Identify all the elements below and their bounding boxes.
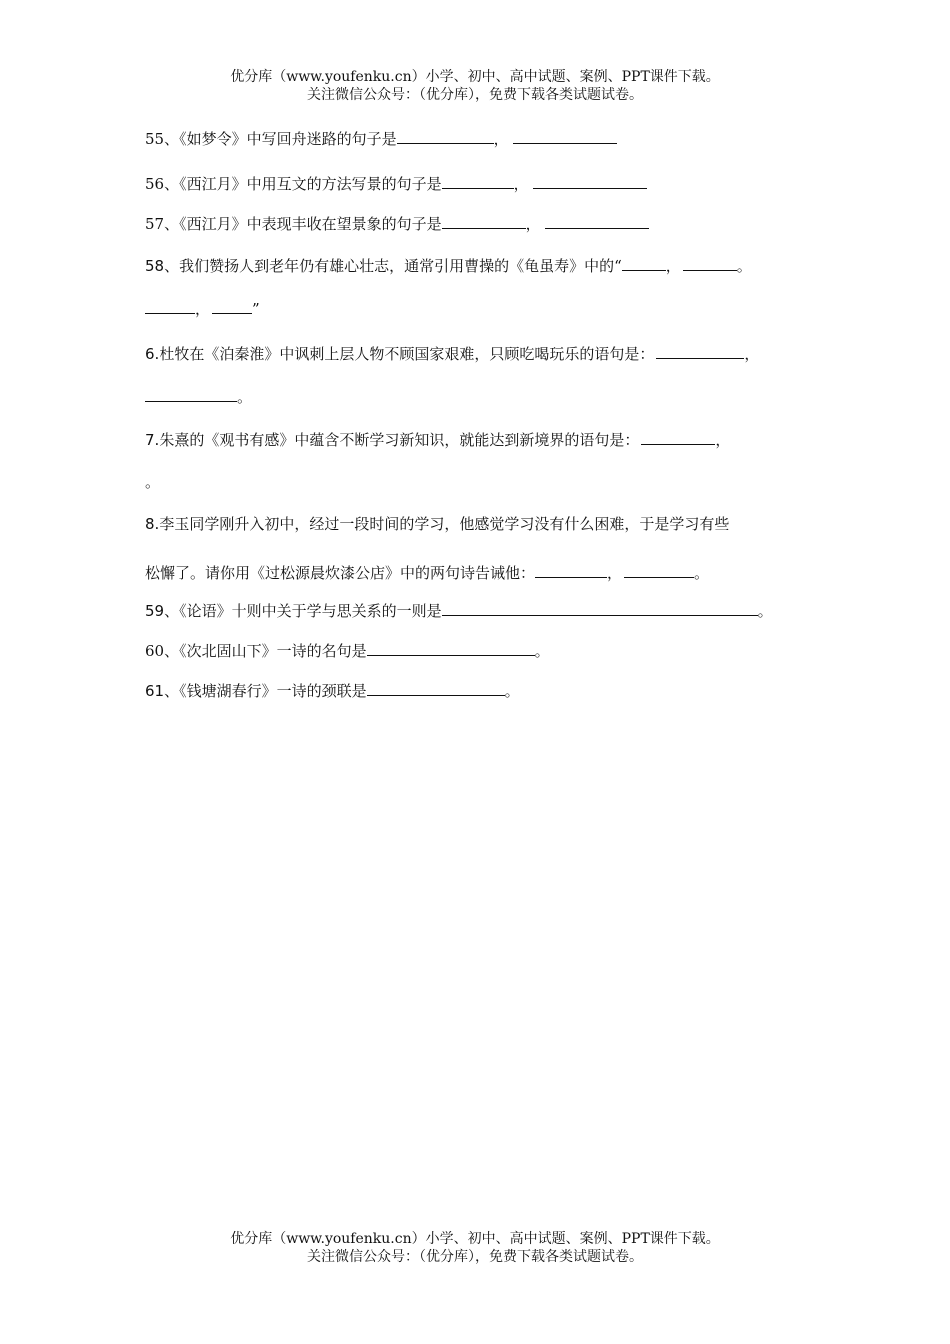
question-number: 57、 — [145, 215, 180, 233]
question-7 — [145, 428, 730, 450]
answer-blank[interactable] — [442, 212, 526, 229]
answer-blank[interactable] — [367, 679, 505, 696]
question-number: 59、 — [145, 602, 180, 620]
answer-blank[interactable] — [622, 254, 666, 271]
period: 。 — [534, 642, 550, 660]
question-58 — [145, 254, 752, 276]
question-text: 杜牧在《泊秦淮》中讽刺上层人物不顾国家艰难，只顾吃喝玩乐的语句是： — [159, 345, 655, 363]
question-number: 7. — [145, 431, 160, 449]
period: 。 — [237, 388, 253, 406]
question-text: 李玉同学刚升入初中，经过一段时间的学习，他感觉学习没有什么困难，于是学习有些 — [159, 515, 730, 533]
answer-blank[interactable] — [656, 342, 744, 359]
question-6 — [145, 342, 759, 364]
question-8-continued — [145, 561, 709, 583]
question-number: 6. — [145, 345, 160, 363]
question-8 — [145, 514, 729, 534]
footer-line-1: 优分库（www.youfenku.cn）小学、初中、高中试题、案例、PPT课件下载。 — [230, 1231, 720, 1247]
question-60 — [145, 639, 550, 661]
answer-blank[interactable] — [442, 172, 514, 189]
answer-blank[interactable] — [545, 212, 649, 229]
question-text: 我们赞扬人到老年仍有雄心壮志，通常引用曹操的《龟虽寿》中的“ — [179, 257, 622, 275]
answer-blank[interactable] — [442, 599, 758, 616]
question-text: 《如梦令》中写回舟迷路的句子是 — [179, 130, 397, 148]
question-58-continued — [145, 297, 260, 319]
header-line-2: 关注微信公众号：（优分库），免费下载各类试题试卷。 — [307, 87, 643, 103]
question-61 — [145, 679, 520, 701]
answer-blank[interactable] — [535, 561, 607, 578]
question-7-continued — [145, 472, 160, 492]
answer-blank[interactable] — [145, 385, 237, 402]
question-55 — [145, 127, 617, 149]
answer-blank[interactable] — [683, 254, 737, 271]
answer-blank[interactable] — [212, 297, 252, 314]
answer-blank[interactable] — [533, 172, 647, 189]
separator: ， — [525, 215, 541, 233]
question-number: 55、 — [145, 130, 180, 148]
question-text: 《钱塘湖春行》一诗的颈联是 — [179, 682, 367, 700]
question-number: 56、 — [145, 175, 180, 193]
answer-blank[interactable] — [397, 127, 494, 144]
question-text: 《次北固山下》一诗的名句是 — [179, 642, 367, 660]
separator: ， — [513, 175, 529, 193]
answer-blank[interactable] — [367, 639, 535, 656]
question-57 — [145, 212, 649, 234]
separator: ， — [607, 564, 623, 582]
answer-blank[interactable] — [513, 127, 617, 144]
separator: ， — [195, 300, 211, 318]
page-footer — [0, 1230, 950, 1266]
separator: ， — [493, 130, 509, 148]
answer-blank[interactable] — [624, 561, 694, 578]
separator: ， — [665, 257, 681, 275]
answer-blank[interactable] — [145, 297, 195, 314]
question-text: 《论语》十则中关于学与思关系的一则是 — [179, 602, 442, 620]
footer-line-2: 关注微信公众号：（优分库），免费下载各类试题试卷。 — [307, 1249, 643, 1265]
closing-quote: ” — [252, 300, 260, 318]
question-text: 松懈了。请你用《过松源晨炊漆公店》中的两句诗告诫他： — [145, 564, 536, 582]
separator: ， — [715, 431, 731, 449]
question-6-continued — [145, 385, 252, 407]
question-number: 61、 — [145, 682, 180, 700]
question-number: 58、 — [145, 257, 180, 275]
period: 。 — [694, 564, 710, 582]
separator: 。 — [736, 257, 752, 275]
period: 。 — [757, 602, 773, 620]
question-number: 60、 — [145, 642, 180, 660]
period: 。 — [145, 473, 161, 491]
question-text: 朱熹的《观书有感》中蕴含不断学习新知识，就能达到新境界的语句是： — [159, 431, 640, 449]
question-text: 《西江月》中表现丰收在望景象的句子是 — [179, 215, 442, 233]
question-59 — [145, 599, 773, 621]
question-number: 8. — [145, 515, 160, 533]
page-header — [0, 68, 950, 104]
period: 。 — [504, 682, 520, 700]
question-56 — [145, 172, 647, 194]
separator: ， — [744, 345, 760, 363]
header-line-1: 优分库（www.youfenku.cn）小学、初中、高中试题、案例、PPT课件下载。 — [230, 69, 720, 85]
question-text: 《西江月》中用互文的方法写景的句子是 — [179, 175, 442, 193]
answer-blank[interactable] — [641, 428, 715, 445]
